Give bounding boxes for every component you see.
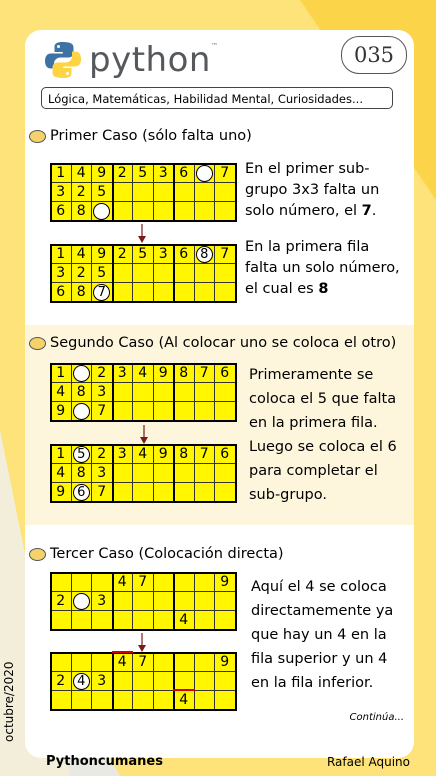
grid-cell	[153, 572, 175, 592]
subgrid-border	[173, 163, 175, 222]
grid-cell: 4	[132, 444, 154, 464]
grid-cell	[112, 263, 134, 283]
grid-cell: 2	[71, 263, 93, 283]
grid-cell	[153, 652, 175, 672]
grid-cell: 7	[132, 652, 154, 672]
subgrid-border	[50, 709, 236, 711]
grid-cell: 4	[71, 163, 93, 183]
grid-cell	[132, 401, 154, 421]
grid-cell	[214, 591, 236, 611]
grid-cell	[173, 482, 195, 502]
grid-cell: 3	[91, 591, 113, 611]
grid-cell	[50, 610, 72, 630]
grid-cell	[132, 690, 154, 710]
case2-text-line: en la primera fila.	[249, 415, 378, 431]
grid-cell	[132, 482, 154, 502]
subgrid-border	[50, 163, 236, 165]
python-logo-icon	[43, 40, 83, 80]
grid-cell: 4	[50, 463, 72, 483]
grid-cell: 5	[132, 163, 154, 183]
grid-cell: 3	[112, 444, 134, 464]
grid-cell	[173, 282, 195, 302]
grid-cell: 9	[91, 163, 113, 183]
subgrid-border	[50, 652, 236, 654]
grid-cell	[194, 401, 216, 421]
grid-cell: 3	[50, 182, 72, 202]
grid-cell	[173, 201, 195, 221]
grid-cell	[173, 591, 195, 611]
grid-cell: 8	[71, 382, 93, 402]
grid-cell	[194, 263, 216, 283]
grid-cell	[194, 201, 216, 221]
date-label: octubre/2020	[2, 661, 16, 742]
grid-cell: 4	[173, 610, 195, 630]
python-wordmark: python	[89, 40, 211, 80]
grid-cell	[214, 401, 236, 421]
highlight-circle	[73, 593, 90, 610]
subgrid-border	[112, 652, 114, 711]
subgrid-border	[50, 301, 236, 303]
case3-text-line: Aquí el 4 se coloca	[251, 579, 387, 595]
grid-cell	[132, 201, 154, 221]
grid-cell: 7	[91, 482, 113, 502]
grid-cell: 1	[50, 244, 72, 264]
subgrid-border	[50, 163, 52, 222]
grid-cell	[153, 671, 175, 691]
grid-cell	[194, 690, 216, 710]
subgrid-border	[50, 572, 236, 574]
grid-cell: 1	[50, 363, 72, 383]
grid-cell: 8	[71, 282, 93, 302]
highlight-circle: 4	[73, 673, 90, 690]
grid-cell	[50, 572, 72, 592]
case3-text-line: fila superior y un 4	[251, 651, 388, 667]
subgrid-border	[50, 363, 236, 365]
grid-cell	[214, 263, 236, 283]
subgrid-border	[112, 444, 114, 503]
bullet-icon	[29, 130, 46, 143]
issue-number-badge: 035	[341, 36, 407, 74]
grid-cell: 7	[194, 363, 216, 383]
grid-cell: 4	[132, 363, 154, 383]
case1-text2-line: falta un solo número,	[245, 260, 400, 276]
subgrid-border	[112, 163, 114, 222]
grid-cell	[91, 610, 113, 630]
grid-cell: 3	[91, 671, 113, 691]
case1-text2-line: el cual es 8	[245, 281, 329, 297]
grid-cell	[91, 690, 113, 710]
grid-cell: 7	[194, 444, 216, 464]
grid-cell	[132, 263, 154, 283]
grid-cell	[194, 671, 216, 691]
grid-cell: 2	[50, 671, 72, 691]
grid-cell	[173, 572, 195, 592]
case1-text1-line: grupo 3x3 falta un	[245, 182, 380, 198]
grid-cell	[132, 382, 154, 402]
subgrid-border	[50, 629, 236, 631]
subgrid-border	[112, 363, 114, 422]
grid-cell	[132, 591, 154, 611]
grid-cell	[112, 671, 134, 691]
grid-cell	[173, 382, 195, 402]
highlight-circle	[73, 365, 90, 382]
subgrid-border	[50, 420, 236, 422]
case1-title-text: Primer Caso (sólo falta uno)	[50, 128, 252, 144]
grid-cell: 9	[214, 572, 236, 592]
grid-cell	[112, 591, 134, 611]
grid-cell	[214, 690, 236, 710]
grid-cell	[214, 382, 236, 402]
grid-cell	[173, 263, 195, 283]
grid-cell: 4	[112, 652, 134, 672]
case3-title	[29, 546, 284, 562]
grid-cell	[153, 201, 175, 221]
case2-text-line: para completar el	[249, 463, 378, 479]
grid-cell	[194, 572, 216, 592]
grid-cell: 1	[50, 163, 72, 183]
grid-cell	[173, 671, 195, 691]
grid-cell: 9	[153, 444, 175, 464]
grid-cell: 2	[91, 363, 113, 383]
grid-cell	[194, 591, 216, 611]
red-mark	[173, 689, 195, 691]
grid-cell	[71, 690, 93, 710]
grid-cell	[194, 610, 216, 630]
grid-cell: 3	[91, 463, 113, 483]
grid-cell: 2	[112, 163, 134, 183]
subgrid-border	[50, 363, 52, 422]
subgrid-border	[50, 444, 236, 446]
grid-cell: 6	[173, 244, 195, 264]
grid-cell	[173, 401, 195, 421]
subgrid-border	[235, 163, 237, 222]
grid-cell	[194, 382, 216, 402]
grid-cell: 9	[50, 401, 72, 421]
case3-text-line: en la fila inferior.	[251, 675, 374, 691]
grid-cell	[173, 182, 195, 202]
grid-cell	[112, 182, 134, 202]
grid-cell	[153, 182, 175, 202]
grid-cell: 9	[50, 482, 72, 502]
grid-cell: 3	[50, 263, 72, 283]
highlight-circle: 8	[196, 246, 213, 263]
grid-cell	[153, 263, 175, 283]
subgrid-border	[235, 652, 237, 711]
grid-cell	[112, 610, 134, 630]
grid-cell: 7	[214, 163, 236, 183]
subgrid-border	[112, 244, 114, 303]
grid-cell: 4	[71, 244, 93, 264]
down-arrow-icon	[137, 224, 147, 244]
grid-cell	[112, 282, 134, 302]
highlight-circle	[73, 403, 90, 420]
grid-cell	[153, 463, 175, 483]
grid-cell	[153, 401, 175, 421]
case2-title	[29, 335, 396, 351]
grid-cell: 8	[173, 444, 195, 464]
grid-cell	[214, 182, 236, 202]
grid-cell	[173, 652, 195, 672]
grid-cell	[214, 610, 236, 630]
grid-cell: 8	[173, 363, 195, 383]
grid-cell	[112, 463, 134, 483]
grid-cell: 5	[91, 182, 113, 202]
grid-cell: 6	[50, 282, 72, 302]
case1-text1-line: En el primer sub-	[245, 161, 370, 177]
subgrid-border	[50, 244, 52, 303]
case2-text	[249, 363, 397, 507]
highlight-circle	[196, 165, 213, 182]
footer-brand: Pythoncumanes	[46, 754, 163, 769]
grid-cell	[132, 610, 154, 630]
case1-text1	[245, 159, 379, 222]
grid-cell: 4	[112, 572, 134, 592]
grid-cell	[112, 690, 134, 710]
grid-cell: 2	[71, 182, 93, 202]
red-mark	[112, 651, 134, 653]
grid-cell	[194, 463, 216, 483]
grid-cell	[214, 201, 236, 221]
grid-cell	[214, 282, 236, 302]
subgrid-border	[235, 363, 237, 422]
highlight-circle: 7	[93, 284, 110, 301]
grid-cell: 2	[91, 444, 113, 464]
case2-text-line: Primeramente se	[249, 367, 374, 383]
case3-title-text: Tercer Caso (Colocación directa)	[50, 546, 284, 562]
grid-cell: 9	[91, 244, 113, 264]
grid-cell: 3	[112, 363, 134, 383]
grid-cell	[132, 182, 154, 202]
grid-cell: 3	[91, 382, 113, 402]
grid-cell	[214, 482, 236, 502]
grid-cell	[194, 182, 216, 202]
grid-cell	[153, 591, 175, 611]
grid-cell	[50, 690, 72, 710]
grid-cell	[194, 482, 216, 502]
grid-cell: 5	[132, 244, 154, 264]
subgrid-border	[50, 501, 236, 503]
grid-cell: 5	[91, 263, 113, 283]
down-arrow-icon	[139, 425, 149, 445]
grid-cell	[132, 463, 154, 483]
case1-text2-line: En la primera fila	[245, 239, 370, 255]
trademark: ™	[211, 42, 218, 50]
grid-cell	[194, 652, 216, 672]
grid-cell	[153, 382, 175, 402]
subgrid-border	[50, 572, 52, 631]
grid-cell	[214, 671, 236, 691]
grid-cell: 7	[91, 401, 113, 421]
subgrid-border	[50, 444, 52, 503]
footer-author: Rafael Aquino	[326, 755, 410, 769]
highlight-circle: 5	[73, 446, 90, 463]
subgrid-border	[173, 572, 175, 631]
highlight-circle	[93, 203, 110, 220]
subgrid-border	[173, 444, 175, 503]
grid-cell: 6	[214, 363, 236, 383]
grid-cell: 2	[50, 591, 72, 611]
grid-cell	[153, 690, 175, 710]
grid-cell	[132, 282, 154, 302]
grid-cell	[71, 610, 93, 630]
grid-cell	[194, 282, 216, 302]
grid-cell	[71, 652, 93, 672]
case1-title	[29, 128, 252, 144]
grid-cell: 6	[173, 163, 195, 183]
case2-title-text: Segundo Caso (Al colocar uno se coloca el otro)	[50, 335, 397, 351]
case3-text	[251, 575, 393, 695]
grid-cell	[214, 463, 236, 483]
case2-text-line: Luego se coloca el 6	[249, 439, 397, 455]
case2-text-line: sub-grupo.	[249, 487, 327, 503]
grid-cell: 8	[71, 201, 93, 221]
case2-text-line: coloca el 5 que falta	[249, 391, 397, 407]
grid-cell	[71, 572, 93, 592]
subgrid-border	[173, 652, 175, 711]
case1-text1-line: solo número, el 7.	[245, 203, 377, 219]
grid-cell	[112, 382, 134, 402]
grid-cell: 2	[112, 244, 134, 264]
grid-cell: 6	[50, 201, 72, 221]
grid-cell: 7	[214, 244, 236, 264]
grid-cell: 8	[71, 463, 93, 483]
highlight-circle: 6	[73, 484, 90, 501]
subgrid-border	[235, 572, 237, 631]
down-arrow-icon	[137, 633, 147, 653]
subgrid-border	[173, 363, 175, 422]
subgrid-border	[112, 572, 114, 631]
case3-text-line: directamemente ya	[251, 603, 394, 619]
grid-cell	[50, 652, 72, 672]
content-card	[25, 30, 414, 758]
grid-cell	[112, 201, 134, 221]
grid-cell: 9	[214, 652, 236, 672]
grid-cell	[153, 610, 175, 630]
grid-cell: 1	[50, 444, 72, 464]
subgrid-border	[235, 444, 237, 503]
grid-cell	[173, 463, 195, 483]
case1-text2	[245, 237, 400, 300]
grid-cell	[132, 671, 154, 691]
grid-cell: 4	[173, 690, 195, 710]
grid-cell	[91, 652, 113, 672]
grid-cell: 9	[153, 363, 175, 383]
grid-cell	[112, 401, 134, 421]
subgrid-border	[235, 244, 237, 303]
subgrid-border	[50, 244, 236, 246]
grid-cell: 3	[153, 163, 175, 183]
grid-cell: 3	[153, 244, 175, 264]
subgrid-border	[50, 652, 52, 711]
bullet-icon	[29, 548, 46, 561]
grid-cell	[153, 282, 175, 302]
bullet-icon	[29, 337, 46, 350]
grid-cell: 4	[50, 382, 72, 402]
grid-cell: 7	[132, 572, 154, 592]
grid-cell	[112, 482, 134, 502]
subgrid-border	[173, 244, 175, 303]
case3-text-line: que hay un 4 en la	[251, 627, 387, 643]
grid-cell	[153, 482, 175, 502]
grid-cell: 6	[214, 444, 236, 464]
topics-bar: Lógica, Matemáticas, Habilidad Mental, Curiosidades...	[41, 87, 393, 109]
grid-cell	[91, 572, 113, 592]
continue-note: Continúa...	[349, 712, 404, 723]
subgrid-border	[50, 220, 236, 222]
